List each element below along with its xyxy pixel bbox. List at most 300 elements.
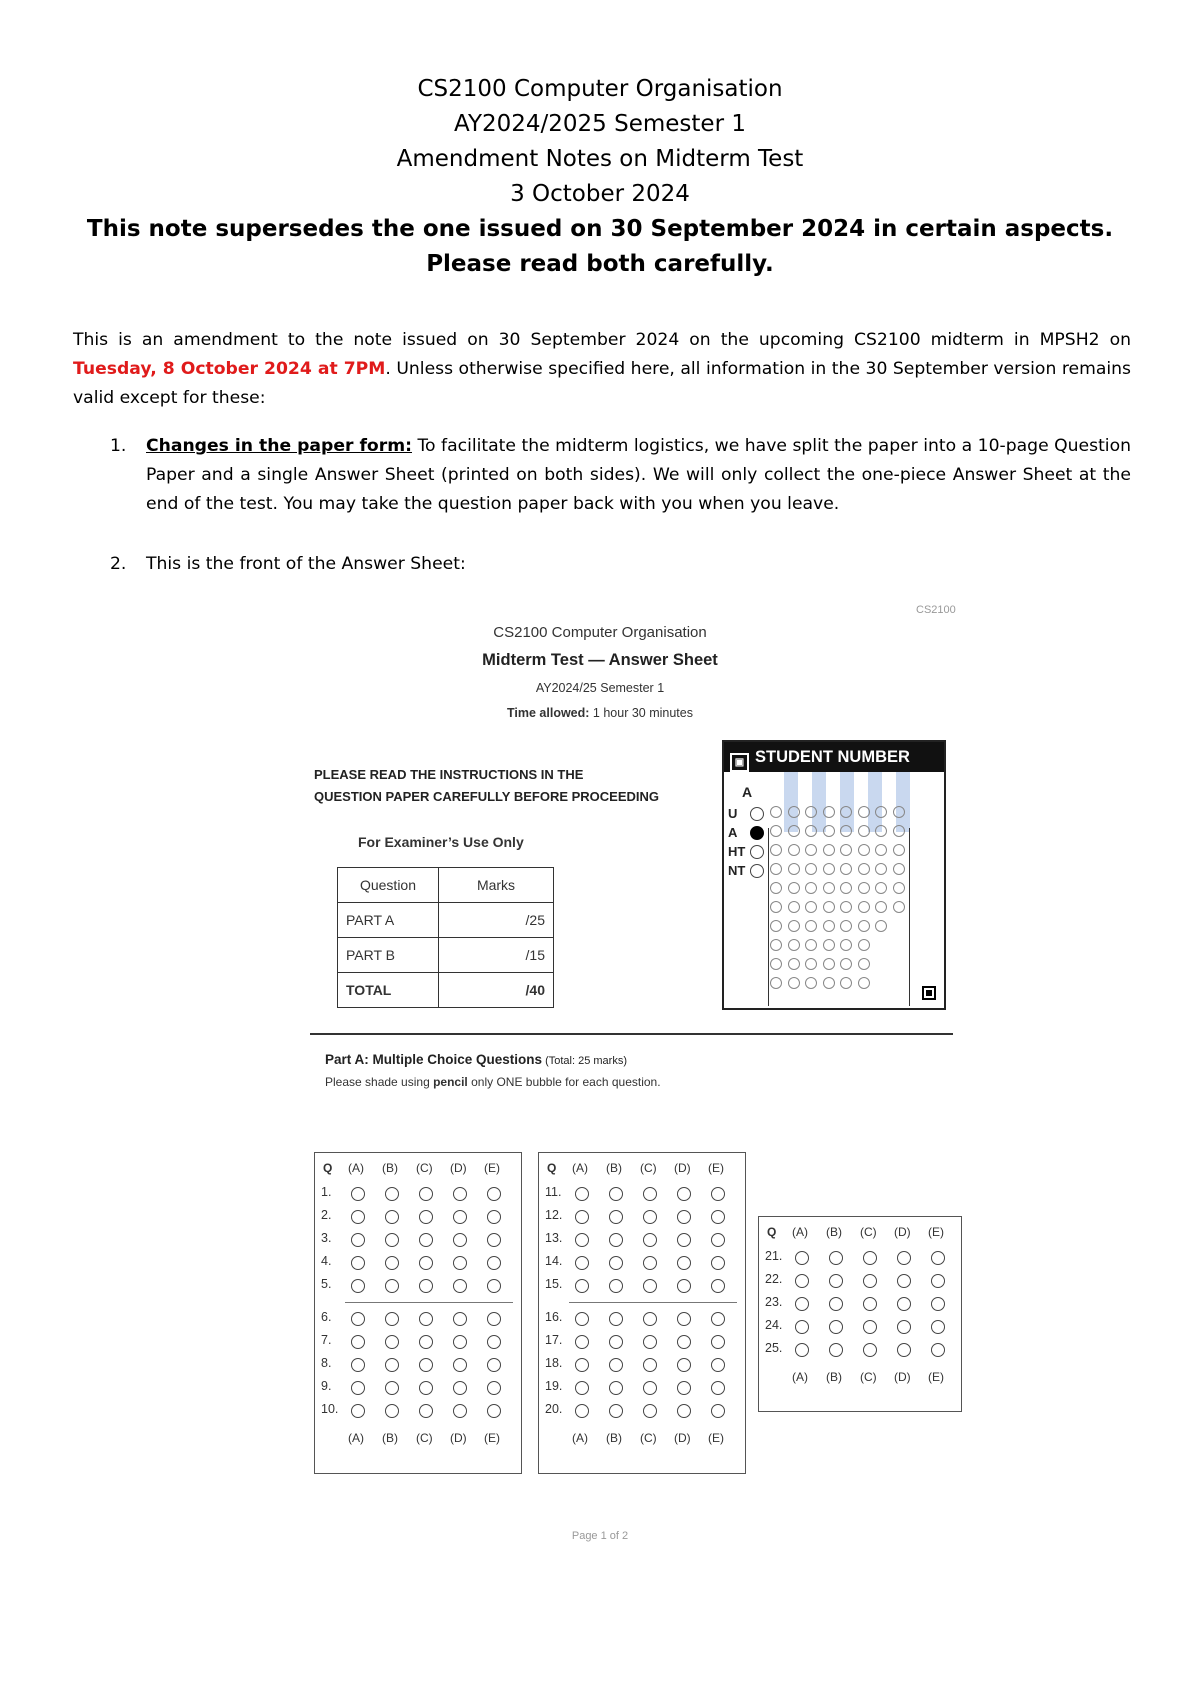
digit-bubble[interactable] <box>823 806 835 818</box>
instructions-line-2: QUESTION PAPER CAREFULLY BEFORE PROCEEDING <box>314 789 660 804</box>
digit-bubble[interactable] <box>875 920 887 932</box>
student-number-title: STUDENT NUMBER <box>755 748 910 766</box>
digit-bubble[interactable] <box>858 844 870 856</box>
answer-bubble[interactable] <box>419 1312 433 1326</box>
course-title: CS2100 Computer Organisation <box>417 76 783 102</box>
answer-bubble[interactable] <box>351 1404 365 1418</box>
sheet-semester: AY2024/25 Semester 1 <box>535 681 665 695</box>
answer-bubble[interactable] <box>575 1404 589 1418</box>
answer-bubble[interactable] <box>351 1279 365 1293</box>
answer-bubble[interactable] <box>419 1233 433 1247</box>
marks-table <box>337 867 554 1008</box>
answer-bubble[interactable] <box>487 1404 501 1418</box>
sheet-course-code: CS2100 <box>916 604 956 616</box>
choice-header: (A) <box>572 1161 588 1175</box>
choice-header: (B) <box>606 1161 622 1175</box>
student-type-bubble[interactable] <box>750 807 764 821</box>
digit-bubble[interactable] <box>840 806 852 818</box>
question-number: 19. <box>545 1379 563 1393</box>
digit-bubble[interactable] <box>858 825 870 837</box>
mcq-box <box>538 1152 746 1474</box>
sheet-time <box>390 706 810 720</box>
answer-bubble[interactable] <box>677 1233 691 1247</box>
answer-bubble[interactable] <box>643 1312 657 1326</box>
digit-bubble[interactable] <box>770 977 782 989</box>
choice-footer: (C) <box>640 1431 657 1445</box>
question-number: 1. <box>321 1185 332 1199</box>
digit-bubble[interactable] <box>770 939 782 951</box>
answer-bubble[interactable] <box>897 1320 911 1334</box>
digit-bubble[interactable] <box>805 825 817 837</box>
instructions-line-1: PLEASE READ THE INSTRUCTIONS IN THE <box>314 767 584 782</box>
table-row <box>338 903 554 938</box>
question-number: 16. <box>545 1310 563 1324</box>
student-number-prefix: A <box>742 784 753 800</box>
digit-bubble[interactable] <box>893 825 905 837</box>
answer-bubble[interactable] <box>609 1210 623 1224</box>
table-cell: PART A <box>338 903 439 938</box>
digit-bubble[interactable] <box>875 901 887 913</box>
digit-bubble[interactable] <box>858 863 870 875</box>
answer-bubble[interactable] <box>575 1187 589 1201</box>
digit-bubble[interactable] <box>788 825 800 837</box>
column-stripe <box>896 772 910 832</box>
digit-bubble[interactable] <box>840 977 852 989</box>
answer-bubble[interactable] <box>385 1187 399 1201</box>
answer-bubble[interactable] <box>931 1343 945 1357</box>
answer-bubble[interactable] <box>487 1256 501 1270</box>
student-type-label: NT <box>728 863 746 878</box>
digit-bubble[interactable] <box>840 901 852 913</box>
digit-bubble[interactable] <box>858 901 870 913</box>
answer-bubble[interactable] <box>677 1210 691 1224</box>
answer-bubble[interactable] <box>487 1381 501 1395</box>
part-a-title <box>325 1052 627 1067</box>
digit-bubble[interactable] <box>770 882 782 894</box>
answer-bubble[interactable] <box>609 1279 623 1293</box>
digit-bubble[interactable] <box>805 958 817 970</box>
digit-bubble[interactable] <box>805 920 817 932</box>
student-number-box <box>722 740 946 1010</box>
answer-bubble[interactable] <box>931 1274 945 1288</box>
question-number: 11. <box>545 1185 562 1199</box>
choice-footer: (E) <box>484 1431 500 1445</box>
question-number: 14. <box>545 1254 563 1268</box>
time-value: 1 hour 30 minutes <box>589 706 693 720</box>
table-cell: /25 <box>439 903 554 938</box>
answer-bubble[interactable] <box>897 1274 911 1288</box>
answer-bubble[interactable] <box>643 1210 657 1224</box>
question-number: 22. <box>765 1272 783 1286</box>
digit-bubble[interactable] <box>788 920 800 932</box>
answer-bubble[interactable] <box>453 1210 467 1224</box>
sheet-instructions <box>314 764 659 808</box>
digit-bubble[interactable] <box>788 863 800 875</box>
student-type-bubble[interactable] <box>750 845 764 859</box>
choice-footer: (C) <box>416 1431 433 1445</box>
table-row <box>338 938 554 973</box>
student-type-label: U <box>728 806 738 821</box>
answer-bubble[interactable] <box>711 1381 725 1395</box>
answer-bubble[interactable] <box>575 1256 589 1270</box>
answer-bubble[interactable] <box>931 1251 945 1265</box>
column-stripe <box>812 772 826 832</box>
digit-bubble[interactable] <box>840 844 852 856</box>
question-number: 25. <box>765 1341 783 1355</box>
digit-bubble[interactable] <box>893 901 905 913</box>
digit-bubble[interactable] <box>805 882 817 894</box>
digit-bubble[interactable] <box>823 939 835 951</box>
choice-footer: (D) <box>894 1370 911 1384</box>
answer-bubble[interactable] <box>677 1279 691 1293</box>
answer-bubble[interactable] <box>385 1381 399 1395</box>
item-body: This is the front of the Answer Sheet: <box>146 554 466 574</box>
choice-header: (D) <box>894 1225 911 1239</box>
answer-bubble[interactable] <box>931 1297 945 1311</box>
answer-bubble[interactable] <box>609 1187 623 1201</box>
part-a-total: (Total: 25 marks) <box>542 1055 627 1067</box>
answer-bubble[interactable] <box>575 1381 589 1395</box>
answer-bubble[interactable] <box>677 1312 691 1326</box>
answer-bubble[interactable] <box>795 1251 809 1265</box>
answer-bubble[interactable] <box>453 1335 467 1349</box>
answer-bubble[interactable] <box>711 1312 725 1326</box>
student-number-header <box>724 742 944 772</box>
answer-bubble[interactable] <box>351 1256 365 1270</box>
answer-bubble[interactable] <box>453 1381 467 1395</box>
choice-header: (E) <box>708 1161 724 1175</box>
answer-bubble[interactable] <box>487 1279 501 1293</box>
choice-header: (C) <box>860 1225 877 1239</box>
digit-bubble[interactable] <box>788 939 800 951</box>
answer-bubble[interactable] <box>351 1381 365 1395</box>
choice-footer: (B) <box>382 1431 398 1445</box>
answer-bubble[interactable] <box>453 1256 467 1270</box>
answer-bubble[interactable] <box>795 1274 809 1288</box>
digit-bubble[interactable] <box>875 844 887 856</box>
answer-bubble[interactable] <box>609 1312 623 1326</box>
choice-footer: (E) <box>708 1431 724 1445</box>
digit-bubble[interactable] <box>770 806 782 818</box>
answer-bubble[interactable] <box>609 1404 623 1418</box>
answer-bubble[interactable] <box>609 1256 623 1270</box>
q-column-label: Q <box>767 1225 777 1239</box>
answer-bubble[interactable] <box>863 1320 877 1334</box>
answer-bubble[interactable] <box>419 1381 433 1395</box>
column-stripe <box>840 772 854 832</box>
answer-bubble[interactable] <box>351 1233 365 1247</box>
digit-bubble[interactable] <box>823 844 835 856</box>
answer-bubble[interactable] <box>487 1312 501 1326</box>
answer-bubble[interactable] <box>575 1358 589 1372</box>
digit-bubble[interactable] <box>823 958 835 970</box>
sheet-title: CS2100 Computer Organisation <box>493 624 707 641</box>
group-divider <box>569 1302 737 1303</box>
page-footer: Page 1 of 2 <box>571 1530 629 1542</box>
student-type-bubble[interactable] <box>750 826 764 840</box>
answer-bubble[interactable] <box>453 1404 467 1418</box>
answer-bubble[interactable] <box>385 1210 399 1224</box>
item-number: 2. <box>110 554 127 574</box>
answer-bubble[interactable] <box>385 1233 399 1247</box>
answer-bubble[interactable] <box>863 1274 877 1288</box>
digit-bubble[interactable] <box>840 958 852 970</box>
answer-bubble[interactable] <box>863 1297 877 1311</box>
choice-header: (B) <box>826 1225 842 1239</box>
intro-paragraph <box>73 326 1131 413</box>
digit-bubble[interactable] <box>805 863 817 875</box>
answer-bubble[interactable] <box>643 1233 657 1247</box>
answer-bubble[interactable] <box>419 1187 433 1201</box>
answer-bubble[interactable] <box>829 1343 843 1357</box>
answer-bubble[interactable] <box>351 1187 365 1201</box>
mcq-box <box>758 1216 962 1412</box>
item-heading: Changes in the paper form: <box>146 436 412 456</box>
table-row <box>338 973 554 1008</box>
answer-bubble[interactable] <box>897 1251 911 1265</box>
answer-bubble[interactable] <box>419 1335 433 1349</box>
answer-bubble[interactable] <box>351 1335 365 1349</box>
digit-bubble[interactable] <box>893 844 905 856</box>
answer-bubble[interactable] <box>487 1358 501 1372</box>
digit-bubble[interactable] <box>840 882 852 894</box>
question-number: 9. <box>321 1379 332 1393</box>
question-number: 24. <box>765 1318 783 1332</box>
answer-bubble[interactable] <box>677 1381 691 1395</box>
answer-bubble[interactable] <box>677 1335 691 1349</box>
digit-bubble[interactable] <box>770 958 782 970</box>
section-divider <box>310 1033 953 1035</box>
answer-bubble[interactable] <box>575 1233 589 1247</box>
mcq-box <box>314 1152 522 1474</box>
answer-bubble[interactable] <box>897 1297 911 1311</box>
digit-bubble[interactable] <box>875 863 887 875</box>
answer-bubble[interactable] <box>863 1251 877 1265</box>
answer-bubble[interactable] <box>829 1320 843 1334</box>
digit-bubble[interactable] <box>823 901 835 913</box>
answer-bubble[interactable] <box>711 1335 725 1349</box>
answer-bubble[interactable] <box>643 1279 657 1293</box>
answer-bubble[interactable] <box>575 1335 589 1349</box>
choice-header: (C) <box>416 1161 433 1175</box>
digit-bubble[interactable] <box>770 825 782 837</box>
answer-bubble[interactable] <box>677 1256 691 1270</box>
answer-bubble[interactable] <box>385 1312 399 1326</box>
answer-bubble[interactable] <box>711 1358 725 1372</box>
digit-bubble[interactable] <box>893 806 905 818</box>
answer-bubble[interactable] <box>419 1404 433 1418</box>
question-number: 13. <box>545 1231 563 1245</box>
table-header-cell: Question <box>338 868 439 903</box>
table-header-row <box>338 868 554 903</box>
answer-bubble[interactable] <box>385 1335 399 1349</box>
item-number: 1. <box>110 436 127 456</box>
answer-bubble[interactable] <box>453 1312 467 1326</box>
digit-bubble[interactable] <box>858 882 870 894</box>
answer-bubble[interactable] <box>711 1256 725 1270</box>
answer-bubble[interactable] <box>385 1404 399 1418</box>
question-number: 5. <box>321 1277 332 1291</box>
answer-bubble[interactable] <box>643 1187 657 1201</box>
digit-bubble[interactable] <box>770 901 782 913</box>
answer-bubble[interactable] <box>351 1312 365 1326</box>
answer-bubble[interactable] <box>419 1279 433 1293</box>
supersede-note: This note supersedes the one issued on 30 September 2024 in certain aspects. <box>86 216 1114 242</box>
digit-bubble[interactable] <box>770 920 782 932</box>
answer-bubble[interactable] <box>351 1358 365 1372</box>
test-date-highlight: Tuesday, 8 October 2024 at 7PM <box>73 359 386 379</box>
question-number: 6. <box>321 1310 332 1324</box>
digit-bubble[interactable] <box>788 977 800 989</box>
choice-header: (B) <box>382 1161 398 1175</box>
answer-bubble[interactable] <box>487 1335 501 1349</box>
answer-bubble[interactable] <box>643 1381 657 1395</box>
answer-bubble[interactable] <box>453 1187 467 1201</box>
answer-bubble[interactable] <box>487 1210 501 1224</box>
answer-bubble[interactable] <box>863 1343 877 1357</box>
digit-bubble[interactable] <box>893 882 905 894</box>
answer-bubble[interactable] <box>609 1233 623 1247</box>
digit-bubble[interactable] <box>805 939 817 951</box>
part-a-instruction <box>325 1075 661 1089</box>
digit-bubble[interactable] <box>823 825 835 837</box>
sheet-subtitle: Midterm Test — Answer Sheet <box>482 651 718 669</box>
answer-bubble[interactable] <box>795 1297 809 1311</box>
choice-footer: (A) <box>348 1431 364 1445</box>
digit-bubble[interactable] <box>858 958 870 970</box>
instr-post: only ONE bubble for each question. <box>467 1075 661 1089</box>
answer-bubble[interactable] <box>829 1251 843 1265</box>
digit-bubble[interactable] <box>805 901 817 913</box>
answer-bubble[interactable] <box>677 1404 691 1418</box>
answer-bubble[interactable] <box>677 1358 691 1372</box>
digit-bubble[interactable] <box>858 977 870 989</box>
choice-header: (C) <box>640 1161 657 1175</box>
choice-header: (D) <box>674 1161 691 1175</box>
choice-header: (A) <box>792 1225 808 1239</box>
digit-bubble[interactable] <box>875 882 887 894</box>
question-number: 23. <box>765 1295 783 1309</box>
digit-bubble[interactable] <box>788 901 800 913</box>
digit-bubble[interactable] <box>823 863 835 875</box>
answer-bubble[interactable] <box>453 1358 467 1372</box>
time-label: Time allowed: <box>507 706 590 720</box>
question-number: 12. <box>545 1208 563 1222</box>
question-number: 21. <box>765 1249 783 1263</box>
question-number: 17. <box>545 1333 563 1347</box>
answer-bubble[interactable] <box>453 1233 467 1247</box>
choice-footer: (A) <box>572 1431 588 1445</box>
table-header-cell: Marks <box>439 868 554 903</box>
answer-bubble[interactable] <box>351 1210 365 1224</box>
answer-bubble[interactable] <box>677 1187 691 1201</box>
answer-bubble[interactable] <box>575 1210 589 1224</box>
answer-bubble[interactable] <box>385 1256 399 1270</box>
answer-bubble[interactable] <box>419 1256 433 1270</box>
answer-bubble[interactable] <box>643 1358 657 1372</box>
answer-bubble[interactable] <box>487 1233 501 1247</box>
digit-bubble[interactable] <box>840 825 852 837</box>
answer-bubble[interactable] <box>643 1256 657 1270</box>
answer-bubble[interactable] <box>419 1358 433 1372</box>
choice-footer: (D) <box>450 1431 467 1445</box>
digit-bubble[interactable] <box>788 958 800 970</box>
answer-bubble[interactable] <box>419 1210 433 1224</box>
digit-bubble[interactable] <box>858 939 870 951</box>
answer-bubble[interactable] <box>711 1404 725 1418</box>
choice-footer: (B) <box>826 1370 842 1384</box>
digit-bubble[interactable] <box>875 825 887 837</box>
answer-bubble[interactable] <box>711 1233 725 1247</box>
answer-bubble[interactable] <box>829 1297 843 1311</box>
digit-bubble[interactable] <box>770 863 782 875</box>
digit-bubble[interactable] <box>788 882 800 894</box>
digit-bubble[interactable] <box>788 806 800 818</box>
answer-bubble[interactable] <box>609 1358 623 1372</box>
table-cell: TOTAL <box>338 973 439 1008</box>
digit-bubble[interactable] <box>840 920 852 932</box>
choice-footer: (B) <box>606 1431 622 1445</box>
digit-bubble[interactable] <box>840 939 852 951</box>
choice-footer: (A) <box>792 1370 808 1384</box>
answer-bubble[interactable] <box>931 1320 945 1334</box>
digit-bubble[interactable] <box>805 806 817 818</box>
q-column-label: Q <box>547 1161 557 1175</box>
digit-bubble[interactable] <box>858 806 870 818</box>
question-number: 15. <box>545 1277 563 1291</box>
answer-bubble[interactable] <box>609 1381 623 1395</box>
answer-bubble[interactable] <box>575 1279 589 1293</box>
answer-bubble[interactable] <box>897 1343 911 1357</box>
digit-bubble[interactable] <box>840 863 852 875</box>
answer-bubble[interactable] <box>711 1210 725 1224</box>
digit-bubble[interactable] <box>858 920 870 932</box>
choice-footer: (C) <box>860 1370 877 1384</box>
document-title: Amendment Notes on Midterm Test <box>396 146 804 172</box>
answer-bubble[interactable] <box>385 1279 399 1293</box>
digit-bubble[interactable] <box>823 977 835 989</box>
digit-bubble[interactable] <box>788 844 800 856</box>
answer-bubble[interactable] <box>453 1279 467 1293</box>
digit-bubble[interactable] <box>823 920 835 932</box>
question-number: 3. <box>321 1231 332 1245</box>
digit-bubble[interactable] <box>893 863 905 875</box>
answer-bubble[interactable] <box>609 1335 623 1349</box>
choice-header: (E) <box>484 1161 500 1175</box>
choice-footer: (D) <box>674 1431 691 1445</box>
answer-bubble[interactable] <box>487 1187 501 1201</box>
answer-bubble[interactable] <box>795 1320 809 1334</box>
answer-bubble[interactable] <box>385 1358 399 1372</box>
item-text: To facilitate the midterm logistics, we have split the paper into a 10-page Question Paper and a single Answer Sheet (printed on both sides). We will only collect the one-piece Answer Sheet at the end of the test. You may take the question paper back with you when you leave. <box>146 436 1131 514</box>
digit-bubble[interactable] <box>805 844 817 856</box>
student-type-bubble[interactable] <box>750 864 764 878</box>
answer-bubble[interactable] <box>643 1335 657 1349</box>
answer-bubble[interactable] <box>575 1312 589 1326</box>
answer-bubble[interactable] <box>795 1343 809 1357</box>
answer-bubble[interactable] <box>711 1279 725 1293</box>
answer-bubble[interactable] <box>711 1187 725 1201</box>
answer-bubble[interactable] <box>643 1404 657 1418</box>
answer-bubble[interactable] <box>829 1274 843 1288</box>
table-cell: /15 <box>439 938 554 973</box>
q-column-label: Q <box>323 1161 333 1175</box>
digit-bubble[interactable] <box>875 806 887 818</box>
digit-bubble[interactable] <box>770 844 782 856</box>
digit-bubble[interactable] <box>823 882 835 894</box>
digit-bubble[interactable] <box>805 977 817 989</box>
intro-text-1: This is an amendment to the note issued on 30 September 2024 on the upcoming CS2100 midterm in MPSH2 on <box>73 330 1131 350</box>
